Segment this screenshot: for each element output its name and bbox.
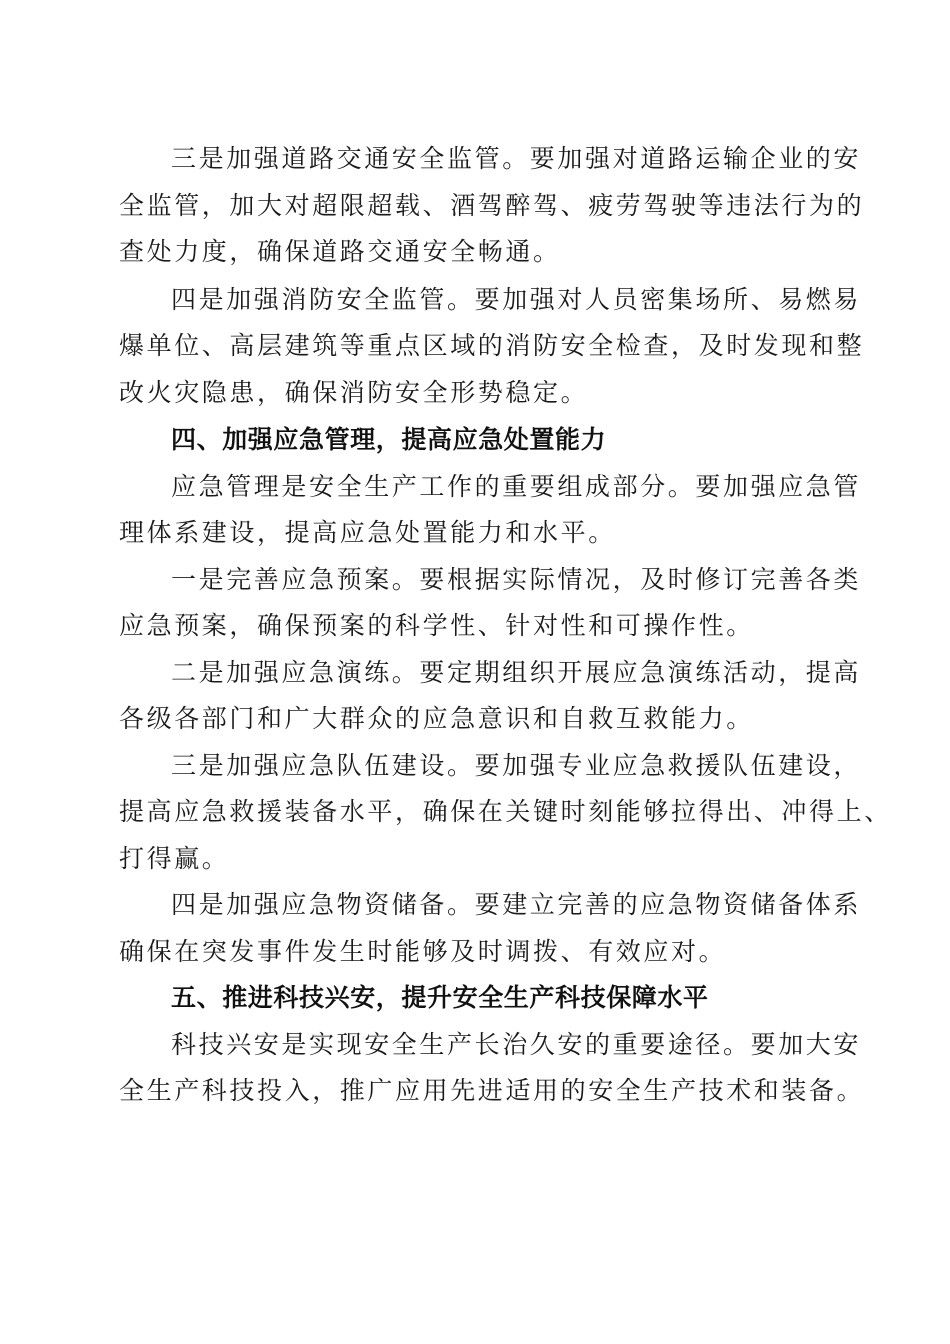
paragraph-emergency-intro-line-1: 应急管理是安全生产工作的重要组成部分。要加强应急管 [171,472,862,501]
section-heading-technology-safety: 五、推进科技兴安，提升安全生产科技保障水平 [171,983,709,1012]
paragraph-technology-line-1: 科技兴安是实现安全生产长治久安的重要途径。要加大安 [171,1030,862,1059]
paragraph-road-safety-line-2: 全监管，加大对超限超载、酒驾醉驾、疲劳驾驶等违法行为的 [119,191,865,220]
paragraph-emergency-plans-line-2: 应急预案，确保预案的科学性、针对性和可操作性。 [119,611,754,640]
paragraph-road-safety-line-3: 查处力度，确保道路交通安全畅通。 [119,237,561,266]
paragraph-emergency-supplies-line-2: 确保在突发事件发生时能够及时调拨、有效应对。 [119,937,727,966]
paragraph-fire-safety-line-1: 四是加强消防安全监管。要加强对人员密集场所、易燃易 [171,285,862,314]
paragraph-emergency-drills-line-1: 二是加强应急演练。要定期组织开展应急演练活动，提高 [171,658,862,687]
paragraph-road-safety-line-1: 三是加强道路交通安全监管。要加强对道路运输企业的安 [171,144,862,173]
paragraph-emergency-teams-line-1: 三是加强应急队伍建设。要加强专业应急救援队伍建设， [171,751,862,780]
paragraph-emergency-intro-line-2: 理体系建设，提高应急处置能力和水平。 [119,518,616,547]
section-heading-emergency-management: 四、加强应急管理，提高应急处置能力 [171,425,607,454]
paragraph-emergency-teams-line-3: 打得赢。 [119,844,230,873]
paragraph-emergency-supplies-line-1: 四是加强应急物资储备。要建立完善的应急物资储备体系 [171,890,862,919]
paragraph-fire-safety-line-3: 改火灾隐患，确保消防安全形势稳定。 [119,378,589,407]
paragraph-fire-safety-line-2: 爆单位、高层建筑等重点区域的消防安全检查，及时发现和整 [119,331,865,360]
paragraph-emergency-plans-line-1: 一是完善应急预案。要根据实际情况，及时修订完善各类 [171,565,862,594]
paragraph-emergency-teams-line-2: 提高应急救援装备水平，确保在关键时刻能够拉得出、冲得上、 [119,797,892,826]
paragraph-emergency-drills-line-2: 各级各部门和广大群众的应急意识和自救互救能力。 [119,704,754,733]
paragraph-technology-line-2: 全生产科技投入，推广应用先进适用的安全生产技术和装备。 [119,1076,865,1105]
